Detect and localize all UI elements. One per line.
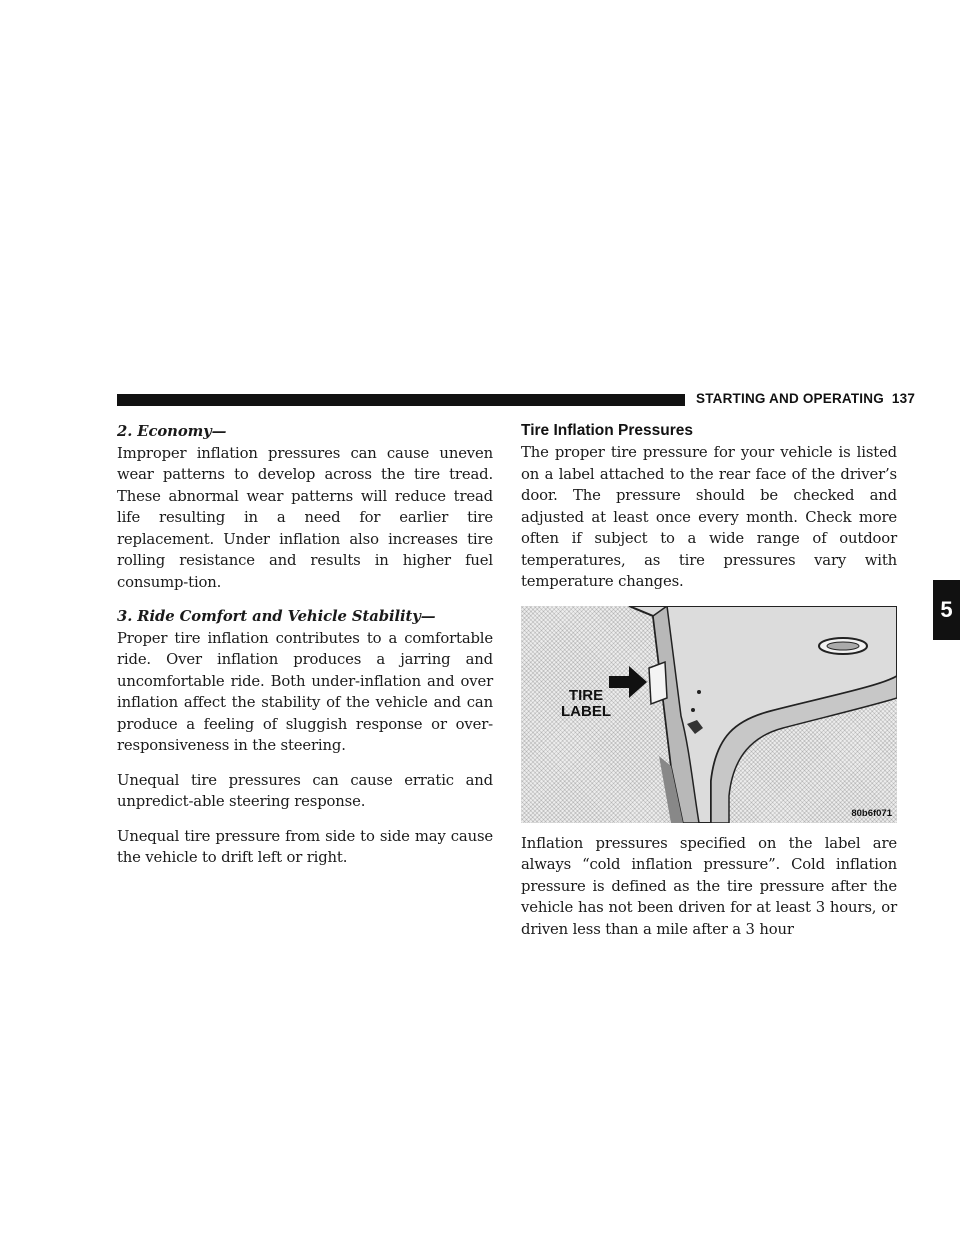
section-title: STARTING AND OPERATING [696,391,884,406]
cold-inflation-paragraph: Inflation pressures specified on the label are always “cold inflation pressure”. Cold inflation pressure is defined as the tire pressure after the vehicle has not been driven for at least 3 hours, or driven less than a mile after a 3 hour [521,834,897,938]
page-number: 137 [891,391,916,406]
right-column [521,421,897,953]
left-column [117,421,493,882]
side-to-side-paragraph: Unequal tire pressure from side to side may cause the vehicle to drift left or right. [117,827,493,866]
ride-comfort-heading: 3. Ride Comfort and Vehicle Stability— [117,608,436,625]
unequal-pressure-paragraph: Unequal tire pressures can cause erratic and unpredict-able steering response. [117,771,493,810]
economy-paragraph: Improper inflation pressures can cause uneven wear patterns to develop across the tire tread. These abnormal wear patterns will reduce tread life resulting in a need for earlier tire replacement. Under inflation also increases tire rolling resistance and results in higher fuel consump-tion. [117,444,493,591]
chapter-tab: 5 [933,580,960,640]
running-header [696,391,915,406]
callout-line-2: LABEL [561,702,611,720]
intro-paragraph: The proper tire pressure for your vehicle is listed on a label attached to the rear face of the driver’s door. The pressure should be checked and adjusted at least once every month. Check more often if subject to a wide range of outdoor temperatures, as tire pressures vary with temperature changes. [521,444,897,590]
figure-code: 80b6f071 [851,807,892,819]
ride-comfort-paragraph: Proper tire inflation contributes to a comfortable ride. Over inflation produces a jarring and uncomfortable ride. Both under-inflation and over inflation affect the stability of the vehicle and can produce a feeling of sluggish response or over-responsiveness in the steering. [117,629,493,754]
tire-label-callout [561,688,611,720]
tire-label-figure [521,606,897,823]
callout-line-1: TIRE [568,686,604,704]
section-heading: Tire Inflation Pressures [521,422,693,439]
header-rule [117,394,685,406]
economy-heading: 2. Economy— [117,423,227,440]
